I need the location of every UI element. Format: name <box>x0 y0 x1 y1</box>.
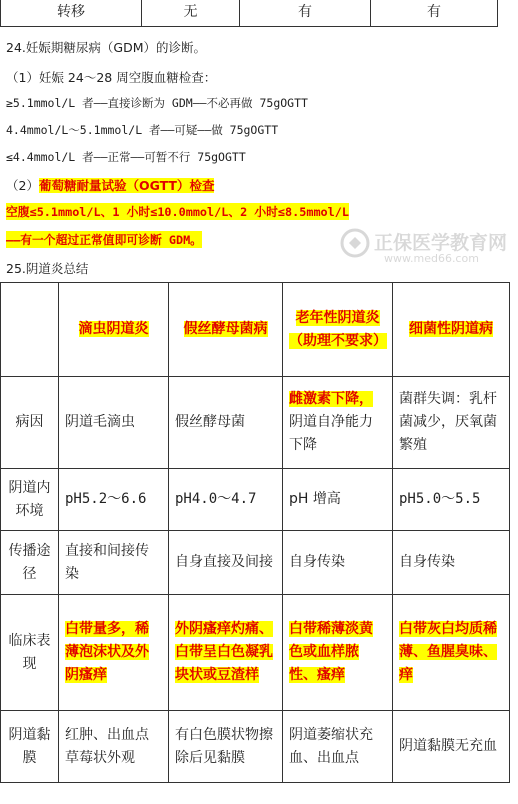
table-cell: 雌激素下降，阴道自净能力下降 <box>283 377 393 469</box>
gdm-sub2 <box>6 176 214 194</box>
watermark-text: 正保医学教育网 <box>374 232 508 254</box>
table-cell: pH4.0～4.7 <box>169 469 283 531</box>
gdm-line1: ≥5.1mmol/L 者——直接诊断为 GDM——不必再做 75gOGTT <box>6 96 308 110</box>
table-header-row <box>1 283 510 377</box>
row-header: 临床表现 <box>1 595 59 711</box>
watermark <box>340 228 508 265</box>
column-header: 老年性阴道炎（助理不要求） <box>283 283 393 377</box>
table-row <box>1 0 498 27</box>
column-header: 细菌性阴道病 <box>393 283 510 377</box>
gdm-hl-line2: ——有一个超过正常值即可诊断 GDM。 <box>6 233 202 247</box>
gdm-line3: ≤4.4mmol/L 者——正常——可暂不行 75gOGTT <box>6 150 246 164</box>
row-header: 阴道内环境 <box>1 469 59 531</box>
row-header: 病因 <box>1 377 59 469</box>
table-cell: 菌群失调：乳杆菌减少，厌氧菌繁殖 <box>393 377 510 469</box>
table-row <box>1 377 510 469</box>
watermark-url: www.med66.com <box>384 252 479 265</box>
table-cell: 有白色膜状物擦除后见黏膜 <box>169 711 283 783</box>
table-cell: 红肿、出血点草莓状外观 <box>59 711 169 783</box>
gdm-hl-line1: 空腹≤5.1mmol/L、1 小时≤10.0mmol/L、2 小时≤8.5mmol/L <box>6 205 349 219</box>
table-cell: 自身直接及间接 <box>169 531 283 595</box>
table-row <box>1 595 510 711</box>
table-cell: 阴道黏膜无充血 <box>393 711 510 783</box>
table-cell: pH5.2～6.6 <box>59 469 169 531</box>
vaginitis-table <box>0 282 510 783</box>
table-cell: 自身传染 <box>283 531 393 595</box>
table-cell: 有 <box>240 0 371 27</box>
table-cell: 阴道萎缩状充血、出血点 <box>283 711 393 783</box>
table-cell: pH 增高 <box>283 469 393 531</box>
table-cell: 直接和间接传染 <box>59 531 169 595</box>
table-cell: 阴道毛滴虫 <box>59 377 169 469</box>
column-header: 假丝酵母菌病 <box>169 283 283 377</box>
table-row <box>1 531 510 595</box>
table-cell: 假丝酵母菌 <box>169 377 283 469</box>
table-cell: 白带灰白均质稀薄、鱼腥臭味、痒 <box>393 595 510 711</box>
table-cell: 自身传染 <box>393 531 510 595</box>
gdm-sub2-highlight: 葡萄糖耐量试验（OGTT）检查 <box>38 178 215 193</box>
row-header: 传播途径 <box>1 531 59 595</box>
table-cell: 转移 <box>1 0 142 27</box>
table-cell: 外阴瘙痒灼痛、白带呈白色凝乳块状或豆渣样 <box>169 595 283 711</box>
table-row <box>1 711 510 783</box>
table-cell: 无 <box>142 0 240 27</box>
gdm-sub2-prefix: （2） <box>6 178 39 193</box>
gdm-line2: 4.4mmol/L～5.1mmol/L 者——可疑——做 75gOGTT <box>6 123 279 137</box>
table-corner <box>1 283 59 377</box>
top-table <box>0 0 498 27</box>
table-cell: 有 <box>371 0 498 27</box>
vaginitis-title: 25.阴道炎总结 <box>6 261 89 276</box>
table-row <box>1 469 510 531</box>
gdm-sub1: （1）妊娠 24～28 周空腹血糖检查： <box>6 70 217 85</box>
row-header: 阴道黏膜 <box>1 711 59 783</box>
gdm-title: 24.妊娠期糖尿病（GDM）的诊断。 <box>6 40 206 55</box>
table-cell: 白带量多，稀薄泡沫状及外阴瘙痒 <box>59 595 169 711</box>
table-cell: pH5.0～5.5 <box>393 469 510 531</box>
column-header: 滴虫阴道炎 <box>59 283 169 377</box>
logo-icon <box>340 228 370 258</box>
table-cell: 白带稀薄淡黄色或血样脓性、瘙痒 <box>283 595 393 711</box>
